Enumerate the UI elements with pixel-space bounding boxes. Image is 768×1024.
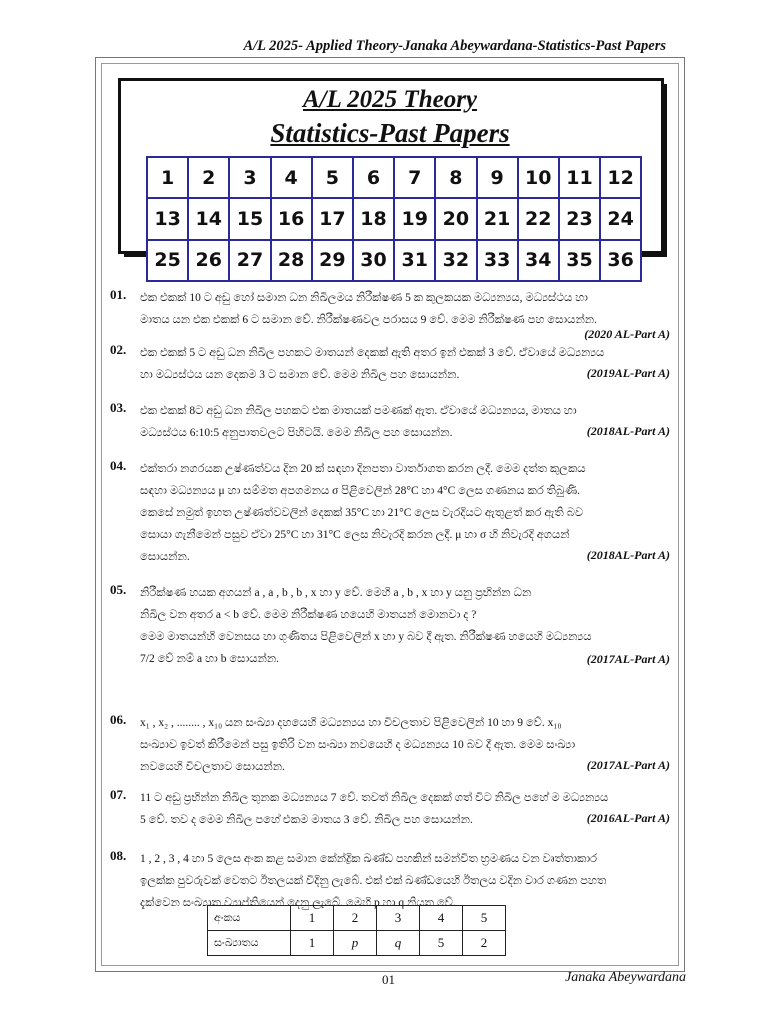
question-source: (2018AL-Part A)	[586, 424, 670, 438]
question-link-32[interactable]: 32	[435, 240, 476, 281]
question-number: 05.	[110, 582, 127, 597]
question-number: 01.	[110, 287, 127, 302]
question-link-15[interactable]: 15	[229, 198, 270, 239]
question-link-26[interactable]: 26	[188, 240, 229, 281]
question-source: (2020 AL-Part A)	[584, 327, 670, 341]
question-line: නිරීක්ෂණ හයක අගයන් a , a , b , b , x හා y වේ. මෙහි a , b , x හා y යනු ප්‍රභින්න ධන	[140, 587, 532, 599]
question-source: (2016AL-Part A)	[586, 811, 670, 825]
question-link-34[interactable]: 34	[518, 240, 559, 281]
question-line: එක්තරා නගරයක උෂ්ණත්වය දින 20 ක් සඳහා දිනපතා වාර්තාගත කරන ලදී. මෙම දත්ත කුලකය	[140, 463, 586, 475]
table-cell: 5	[463, 906, 506, 931]
question-link-2[interactable]: 2	[188, 157, 229, 198]
question-link-33[interactable]: 33	[477, 240, 518, 281]
question-number-grid	[146, 156, 642, 282]
question-link-35[interactable]: 35	[559, 240, 600, 281]
question-link-21[interactable]: 21	[477, 198, 518, 239]
table-row-label: සංඛ්‍යාතය	[208, 931, 291, 956]
title-line-1: A/L 2025 Theory	[302, 86, 478, 113]
question-source: (2017AL-Part A)	[586, 758, 670, 772]
question-link-11[interactable]: 11	[559, 157, 600, 198]
question-source: (2019AL-Part A)	[586, 366, 670, 380]
question-link-4[interactable]: 4	[271, 157, 312, 198]
question-link-23[interactable]: 23	[559, 198, 600, 239]
question-source: (2017AL-Part A)	[586, 652, 670, 666]
question-number: 06.	[110, 712, 127, 727]
question-link-30[interactable]: 30	[353, 240, 394, 281]
question-line: මධ්‍යස්ථය 6:10:5 අනුපාතවලට පිහිටයි. මෙම නිඛිල පහ සොයන්න.	[140, 427, 453, 439]
table-cell: 1	[291, 906, 334, 931]
question-link-16[interactable]: 16	[271, 198, 312, 239]
question-line: සඳහා මධ්‍යන්‍යය μ හා සම්මත අපගමනය σ පිළිවෙලින් 28°C හා 4°C ලෙස ගණනය කර තිබුණි.	[140, 485, 580, 497]
table-row-label: අංකය	[208, 906, 291, 931]
question-link-17[interactable]: 17	[312, 198, 353, 239]
question-link-14[interactable]: 14	[188, 198, 229, 239]
table-row	[208, 931, 506, 956]
question-line: 5 වේ. තව ද මෙම නිඛිල පහේ එකම මාතය 3 වේ. නිඛිල පහ සොයන්න.	[140, 814, 473, 826]
question-line: දැක්වෙන සංඛ්‍යාත ව්‍යාප්තියෙන් දෙනු ලැබේ. මෙහි p හා q නියත වේ.	[140, 897, 456, 909]
question-line: 1 , 2 , 3 , 4 හා 5 ලෙස අංක කළ සමාන කේන්ද්‍රික ඛණ්ඩ පහකින් සමන්විත භ්‍රමණය වන වෘත්තාකාර	[140, 853, 598, 865]
footer-author: Janaka Abeywardana	[565, 970, 686, 985]
question-line: ඉලක්ක පුවරුවක් වෙතට ඊතලයක් විදිනු ලැබේ. එක් එක් ඛණ්ඩයෙහි ඊතලය වදින වාර ගණන පහත	[140, 875, 607, 887]
page-number: 01	[382, 972, 395, 987]
question-link-13[interactable]: 13	[147, 198, 188, 239]
question-link-9[interactable]: 9	[477, 157, 518, 198]
question-link-1[interactable]: 1	[147, 157, 188, 198]
question-line: මාතය යන එක එකක් 6 ට සමාන වේ. නිරීක්ෂණවල පරාසය 9 වේ. මෙම නිරීක්ෂණ පහ සොයන්න.	[140, 314, 597, 326]
question-line: සොයා ගැනීමෙන් පසුව ඒවා 25°C හා 31°C ලෙස නිවැරදි කරන ලදී. μ හා σ හි නිවැරදි අගයන්	[140, 529, 570, 541]
table-cell: q	[377, 931, 420, 956]
question-number: 03.	[110, 400, 127, 415]
question-link-3[interactable]: 3	[229, 157, 270, 198]
question-link-36[interactable]: 36	[600, 240, 641, 281]
question-link-7[interactable]: 7	[394, 157, 435, 198]
question-line: 7/2 වේ නම් a හා b සොයන්න.	[140, 653, 280, 665]
question-line: සංඛ්‍යාව ඉවත් කිරීමෙන් පසු ඉතිරි වන සංඛ්‍යා නවයෙහි ද මධ්‍යන්‍යය 10 බව දී ඇත. මෙම සංඛ්‍යා	[140, 739, 576, 751]
table-row	[208, 906, 506, 931]
title-line-2: Statistics-Past Papers	[270, 118, 510, 148]
table-cell: 2	[463, 931, 506, 956]
table-cell: 1	[291, 931, 334, 956]
question-link-19[interactable]: 19	[394, 198, 435, 239]
question-number: 07.	[110, 787, 127, 802]
question-source: (2018AL-Part A)	[586, 548, 670, 562]
question-number: 08.	[110, 848, 127, 863]
question-line: නවයෙහි විචලතාව සොයන්න.	[140, 761, 285, 773]
question-line: එක එකක් 5 ට අඩු ධන නිඛිල පහකට මාතයන් දෙකක් ඇති අතර ඉන් එකක් 3 වේ. ඒවායේ මධ්‍යන්‍යය	[140, 347, 605, 359]
question-line: x₁ , x₂ , ........ , x₁₀ යන සංඛ්‍යා දහයෙහි මධ්‍යන්‍යය හා විචලතාව පිළිවෙලින් 10 හා 9 වේ. x₁₀	[140, 717, 562, 729]
question-line: එක එකක් 8ට අඩු ධන නිඛිල පහකට එක මාතයක් පමණක් ඇත. ඒවායේ මධ්‍යන්‍යය, මාතය හා	[140, 405, 577, 417]
question-text	[140, 287, 670, 331]
question-link-18[interactable]: 18	[353, 198, 394, 239]
question-link-27[interactable]: 27	[229, 240, 270, 281]
frequency-table	[207, 905, 506, 956]
question-link-25[interactable]: 25	[147, 240, 188, 281]
question-link-6[interactable]: 6	[353, 157, 394, 198]
table-cell: 4	[420, 906, 463, 931]
question-link-29[interactable]: 29	[312, 240, 353, 281]
question-number: 04.	[110, 458, 127, 473]
question-link-22[interactable]: 22	[518, 198, 559, 239]
question-link-31[interactable]: 31	[394, 240, 435, 281]
question-link-8[interactable]: 8	[435, 157, 476, 198]
question-line: නිඛිල වන අතර a < b වේ. මෙම නිරීක්ෂණ හයෙහි මාතයන් මොනවා ද ?	[140, 609, 477, 621]
question-line: 11 ට අඩු ප්‍රභින්න නිඛිල තුනක මධ්‍යන්‍යය 7 වේ. තවත් නිඛිල දෙකක් ගත් විට නිඛිල පහේ ම මධ්‍යන්‍යය	[140, 792, 609, 804]
question-line: කෙසේ නමුත් ඉහත උෂ්ණත්වවලින් දෙකක් 35°C හා 21°C ලෙස වැරදියට ඇතුළත් කර ඇති බව	[140, 507, 584, 519]
question-link-24[interactable]: 24	[600, 198, 641, 239]
question-link-5[interactable]: 5	[312, 157, 353, 198]
page-header: A/L 2025- Applied Theory-Janaka Abeywardana-Statistics-Past Papers	[243, 38, 666, 54]
table-cell: 3	[377, 906, 420, 931]
question-line: එක එකක් 10 ට අඩු හෝ සමාන ධන නිඛිලමය නිරීක්ෂණ 5 ක කුලකයක මධ්‍යන්‍යය, මධ්‍යස්ථය හා	[140, 292, 588, 304]
question-number: 02.	[110, 342, 127, 357]
question-line: සොයන්න.	[140, 551, 190, 563]
table-cell: p	[334, 931, 377, 956]
question-link-10[interactable]: 10	[518, 157, 559, 198]
question-line: මෙම මාතයන්හි වෙනසය හා ගුණිතය පිළිවෙලින් x හා y බව දී ඇත. නිරීක්ෂණ හයෙහි මධ්‍යන්‍යය	[140, 631, 592, 643]
table-cell: 2	[334, 906, 377, 931]
question-link-20[interactable]: 20	[435, 198, 476, 239]
question-link-28[interactable]: 28	[271, 240, 312, 281]
table-cell: 5	[420, 931, 463, 956]
question-line: හා මධ්‍යස්ථය යන දෙකම 3 ට සමාන වේ. මෙම නිඛිල පහ සොයන්න.	[140, 369, 460, 381]
question-link-12[interactable]: 12	[600, 157, 641, 198]
